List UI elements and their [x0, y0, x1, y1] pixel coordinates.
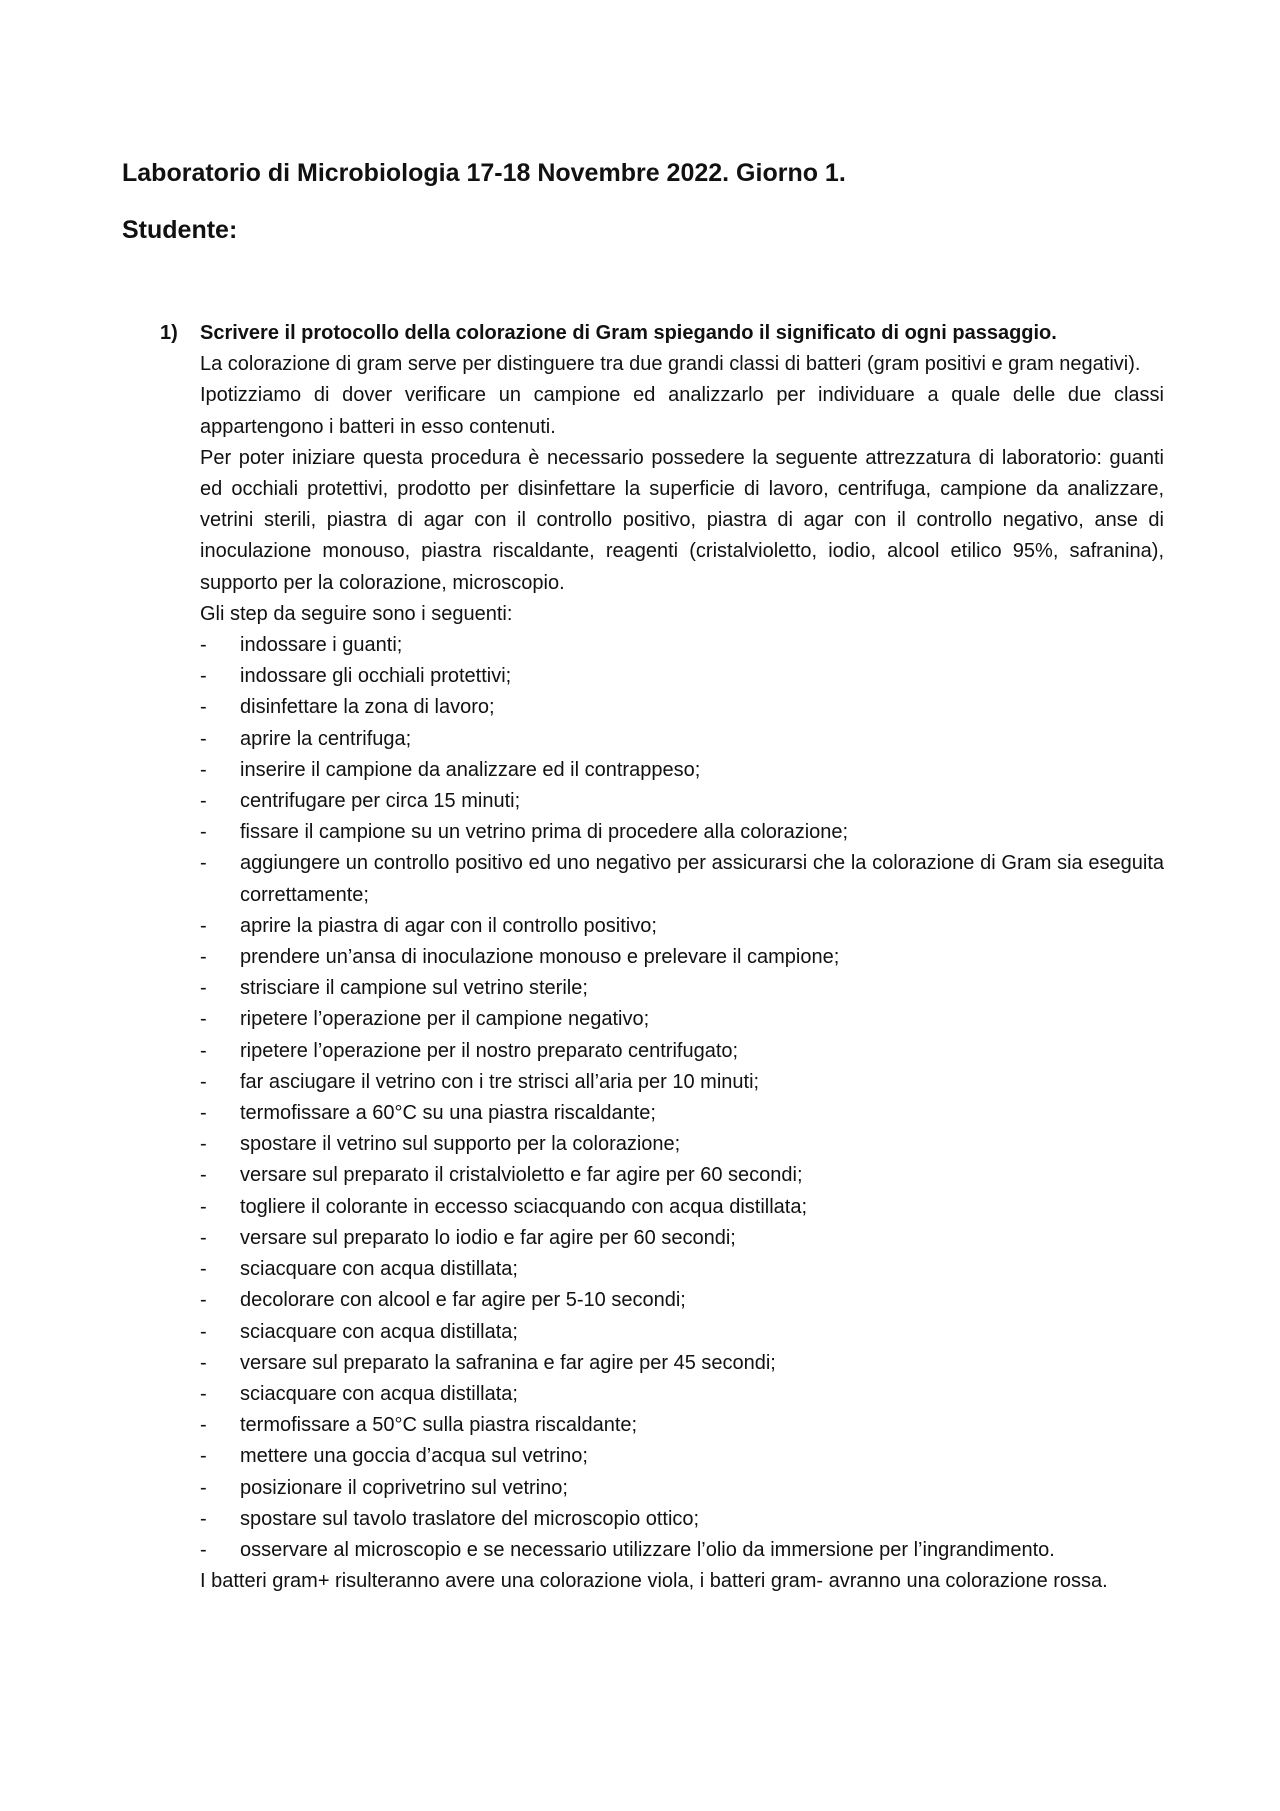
bullet-dash: - [200, 852, 207, 875]
step-item [200, 848, 1164, 910]
step-text: fissare il campione su un vetrino prima di procedere alla colorazione; [240, 821, 849, 844]
step-item [200, 724, 1164, 755]
step-text: prendere un’ansa di inoculazione monouso e prelevare il campione; [240, 946, 840, 969]
bullet-dash: - [200, 1070, 207, 1093]
bullet-dash: - [200, 1039, 207, 1062]
step-item [200, 1129, 1164, 1160]
bullet-dash: - [200, 1226, 207, 1249]
step-text: indossare i guanti; [240, 634, 403, 657]
steps-intro: Gli step da seguire sono i seguenti: [200, 602, 513, 625]
question-text: Scrivere il protocollo della colorazione di Gram spiegando il significato di ogni passaggio. [200, 322, 1057, 344]
bullet-dash: - [200, 1476, 207, 1499]
step-item [200, 1160, 1164, 1191]
document-title: Laboratorio di Microbiologia 17-18 Novembre 2022. Giorno 1. [122, 159, 846, 187]
bullet-dash: - [200, 977, 207, 1000]
step-item [200, 692, 1164, 723]
bullet-dash: - [200, 1382, 207, 1405]
student-label: Studente: [122, 216, 238, 244]
step-item [200, 1317, 1164, 1348]
step-item [200, 817, 1164, 848]
step-item [200, 973, 1164, 1004]
step-text: disinfettare la zona di lavoro; [240, 696, 495, 719]
step-item [200, 1254, 1164, 1285]
bullet-dash: - [200, 821, 207, 844]
bullet-dash: - [200, 1289, 207, 1312]
step-text: mettere una goccia d’acqua sul vetrino; [240, 1445, 588, 1468]
bullet-dash: - [200, 1133, 207, 1156]
bullet-dash: - [200, 665, 207, 688]
bullet-dash: - [200, 1351, 207, 1374]
step-text: termofissare a 60°C su una piastra riscaldante; [240, 1102, 656, 1125]
step-item [200, 1504, 1164, 1535]
step-item [200, 1036, 1164, 1067]
step-item [200, 1285, 1164, 1316]
step-text: far asciugare il vetrino con i tre strisci all’aria per 10 minuti; [240, 1070, 760, 1093]
step-text: inserire il campione da analizzare ed il contrappeso; [240, 758, 701, 781]
bullet-dash: - [200, 727, 207, 750]
step-text: ripetere l’operazione per il nostro preparato centrifugato; [240, 1039, 739, 1062]
bullet-dash: - [200, 1507, 207, 1530]
step-item [200, 911, 1164, 942]
bullet-dash: - [200, 914, 207, 937]
question-1-block [160, 318, 1164, 1597]
step-item [200, 1379, 1164, 1410]
bullet-dash: - [200, 1102, 207, 1125]
step-text: spostare il vetrino sul supporto per la colorazione; [240, 1133, 681, 1156]
intro-paragraph: Per poter iniziare questa procedura è necessario possedere la seguente attrezzatura di laboratorio: guanti ed occhiali protettivi, prodotto per disinfettare la superficie di lavoro, centrifuga, campione da analizzare, vetrini sterili, piastra di agar con il controllo positivo, piastra di agar con il controllo negativo, anse di inoculazione monouso, piastra riscaldante, reagenti (cristalvioletto, iodio, alcool etilico 95%, safranina), supporto per la colorazione, microscopio. [200, 446, 1164, 594]
bullet-dash: - [200, 1320, 207, 1343]
bullet-dash: - [200, 1008, 207, 1031]
step-text: centrifugare per circa 15 minuti; [240, 790, 521, 813]
bullet-dash: - [200, 1258, 207, 1281]
step-item [200, 1223, 1164, 1254]
step-text: versare sul preparato il cristalvioletto e far agire per 60 secondi; [240, 1164, 803, 1187]
step-text: sciacquare con acqua distillata; [240, 1382, 518, 1405]
bullet-dash: - [200, 696, 207, 719]
step-text: sciacquare con acqua distillata; [240, 1320, 518, 1343]
step-item [200, 1004, 1164, 1035]
step-text: posizionare il coprivetrino sul vetrino; [240, 1476, 568, 1499]
step-item [200, 1473, 1164, 1504]
step-item [200, 661, 1164, 692]
step-text: versare sul preparato la safranina e far agire per 45 secondi; [240, 1351, 776, 1374]
step-text: termofissare a 50°C sulla piastra riscaldante; [240, 1414, 638, 1437]
intro-paragraph: Ipotizziamo di dover verificare un campione ed analizzarlo per individuare a quale delle due classi appartengono i batteri in esso contenuti. [200, 384, 1164, 438]
step-text: strisciare il campione sul vetrino sterile; [240, 977, 588, 1000]
step-text: osservare al microscopio e se necessario utilizzare l’olio da immersione per l’ingrandimento. [240, 1538, 1055, 1561]
step-text: aggiungere un controllo positivo ed uno negativo per assicurarsi che la colorazione di Gram sia eseguita correttamente; [240, 852, 1164, 906]
step-text: togliere il colorante in eccesso sciacquando con acqua distillata; [240, 1195, 808, 1218]
step-item [200, 1098, 1164, 1129]
bullet-dash: - [200, 1538, 207, 1561]
bullet-dash: - [200, 1164, 207, 1187]
steps-list [200, 630, 1164, 1566]
bullet-dash: - [200, 1195, 207, 1218]
step-item [200, 630, 1164, 661]
step-item [200, 1535, 1164, 1566]
step-item [200, 942, 1164, 973]
step-text: aprire la centrifuga; [240, 727, 412, 750]
step-item [200, 1192, 1164, 1223]
bullet-dash: - [200, 758, 207, 781]
question-number: 1) [160, 322, 178, 344]
step-item [200, 1410, 1164, 1441]
intro-paragraph: La colorazione di gram serve per distinguere tra due grandi classi di batteri (gram positivi e gram negativi). [200, 353, 1141, 376]
conclusion-paragraph: I batteri gram+ risulteranno avere una colorazione viola, i batteri gram- avranno una colorazione rossa. [200, 1570, 1108, 1593]
step-text: spostare sul tavolo traslatore del microscopio ottico; [240, 1507, 700, 1530]
bullet-dash: - [200, 1414, 207, 1437]
bullet-dash: - [200, 790, 207, 813]
bullet-dash: - [200, 1445, 207, 1468]
step-item [200, 1441, 1164, 1472]
bullet-dash: - [200, 946, 207, 969]
step-text: sciacquare con acqua distillata; [240, 1258, 518, 1281]
step-text: decolorare con alcool e far agire per 5-10 secondi; [240, 1289, 686, 1312]
step-item [200, 1348, 1164, 1379]
step-text: versare sul preparato lo iodio e far agire per 60 secondi; [240, 1226, 736, 1249]
step-text: indossare gli occhiali protettivi; [240, 665, 512, 688]
bullet-dash: - [200, 634, 207, 657]
step-item [200, 1067, 1164, 1098]
step-text: ripetere l’operazione per il campione negativo; [240, 1008, 650, 1031]
step-item [200, 755, 1164, 786]
step-item [200, 786, 1164, 817]
step-text: aprire la piastra di agar con il controllo positivo; [240, 914, 657, 937]
